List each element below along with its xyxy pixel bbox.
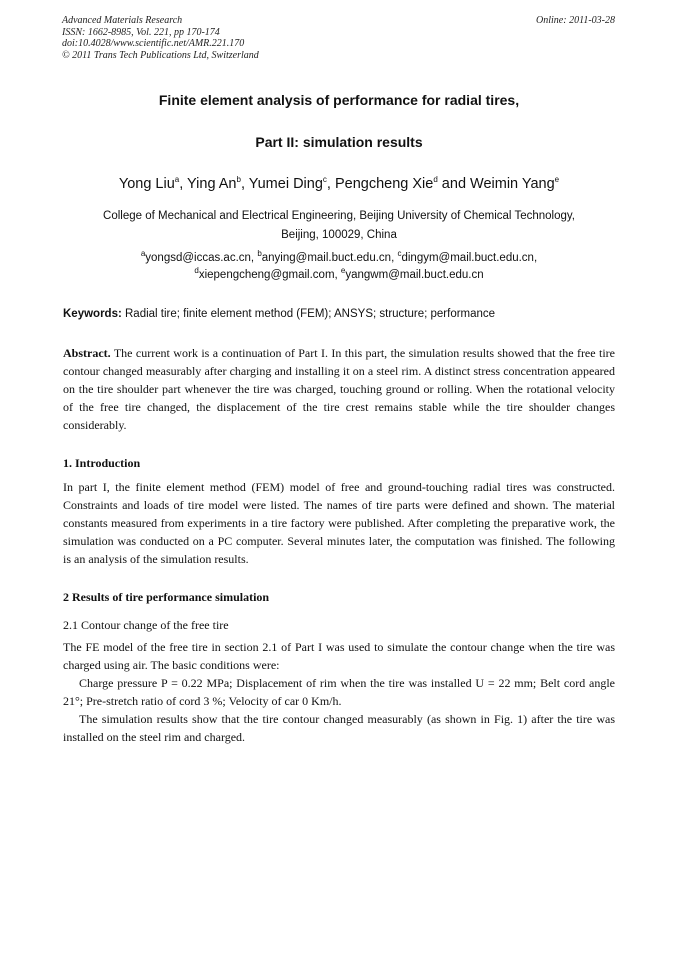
email-mark: e bbox=[340, 265, 346, 275]
email-separator: , bbox=[334, 268, 341, 281]
author-list bbox=[0, 176, 678, 192]
section2-body bbox=[63, 638, 615, 746]
email-address[interactable]: anying@mail.buct.edu.cn bbox=[261, 252, 392, 264]
section-heading-results: 2 Results of tire performance simulation bbox=[63, 590, 270, 604]
email-separator: , bbox=[391, 252, 398, 264]
copyright-line: © 2011 Trans Tech Publications Ltd, Switzerland bbox=[62, 49, 259, 61]
paper-title-line1: Finite element analysis of performance for radial tires, bbox=[158, 92, 520, 108]
section-heading-introduction: 1. Introduction bbox=[63, 456, 141, 470]
author-mark: d bbox=[433, 175, 438, 185]
author-mark: e bbox=[554, 175, 560, 185]
email-separator: , bbox=[250, 252, 258, 264]
email-list bbox=[60, 250, 618, 283]
abstract-text: The current work is a continuation of Part I. In this part, the simulation results showed that the free tire contour changed measurably after charging and installing it on a steel rim. A distinct stress concentration appeared on the tire shoulder part whenever the tire was charged, touching ground or rolling. When the rotational velocity of the free tire changed, the displacement of the tire crest remains stable while the tire shoulder changes considerably. bbox=[63, 346, 615, 432]
journal-name: Advanced Materials Research bbox=[62, 15, 183, 26]
author-name: Weimin Yang bbox=[470, 176, 555, 192]
keywords bbox=[63, 308, 615, 320]
section2-paragraph: Charge pressure P = 0.22 MPa; Displacement of rim when the tire was installed U = 22 mm; Belt cord angle 21°; Pre-stretch ratio of cord 3 %; Velocity of car 0 Km/h. bbox=[63, 676, 615, 708]
author-separator: , bbox=[179, 176, 188, 192]
author-mark: c bbox=[322, 175, 327, 185]
affiliation-line1: College of Mechanical and Electrical Engineering, Beijing University of Chemical Technology, bbox=[103, 210, 575, 222]
author-separator: , bbox=[326, 176, 335, 192]
affiliation-line2: Beijing, 100029, China bbox=[281, 229, 397, 241]
journal-header bbox=[62, 15, 259, 61]
email-mark: c bbox=[397, 249, 402, 259]
section2-paragraph: The simulation results show that the tire contour changed measurably (as shown in Fig. 1) after the tire was installed on the steel rim and charged. bbox=[63, 712, 615, 744]
section2-paragraph: The FE model of the free tire in section 2.1 of Part I was used to simulate the contour change when the tire was charged using air. The basic conditions were: bbox=[63, 640, 615, 672]
author-mark: b bbox=[236, 175, 241, 185]
subsection-heading-contour: 2.1 Contour change of the free tire bbox=[63, 618, 229, 632]
author-mark: a bbox=[174, 175, 180, 185]
email-mark: a bbox=[140, 249, 146, 259]
introduction-paragraph: In part I, the finite element method (FEM) model of free and ground-touching radial tires was constructed. Constraints and loads of tire model were listed. The names of tire parts were defined and shown. The material constants measured from experiments in a tire factory were published. After completing the preparative work, the simulation was conducted on a PC computer. Several minutes later, the computation was finished. The following is an analysis of the simulation results. bbox=[63, 480, 615, 566]
author-separator: and bbox=[437, 176, 471, 192]
keywords-text: Radial tire; finite element method (FEM); ANSYS; structure; performance bbox=[125, 308, 496, 320]
email-mark: d bbox=[194, 265, 199, 275]
paper-title-line2: Part II: simulation results bbox=[255, 134, 423, 150]
email-address[interactable]: dingym@mail.buct.edu.cn bbox=[401, 252, 534, 264]
keywords-label: Keywords: bbox=[63, 308, 122, 320]
issn-line: ISSN: 1662-8985, Vol. 221, pp 170-174 bbox=[62, 26, 220, 38]
author-name: Yumei Ding bbox=[248, 176, 323, 192]
email-address[interactable]: yangwm@mail.buct.edu.cn bbox=[345, 268, 484, 281]
abstract-label: Abstract. bbox=[63, 346, 111, 360]
affiliation bbox=[80, 207, 598, 245]
online-date: Online: 2011-03-28 bbox=[536, 15, 615, 26]
email-address[interactable]: yongsd@iccas.ac.cn bbox=[145, 252, 251, 264]
email-mark: b bbox=[257, 249, 262, 259]
author-name: Ying An bbox=[187, 176, 237, 192]
author-separator: , bbox=[240, 176, 249, 192]
author-name: Pengcheng Xie bbox=[334, 176, 434, 192]
author-name: Yong Liu bbox=[118, 176, 175, 192]
email-separator: , bbox=[533, 252, 538, 264]
doi-line: doi:10.4028/www.scientific.net/AMR.221.170 bbox=[62, 38, 245, 49]
email-address[interactable]: xiepengcheng@gmail.com bbox=[198, 268, 335, 281]
abstract bbox=[63, 344, 615, 434]
